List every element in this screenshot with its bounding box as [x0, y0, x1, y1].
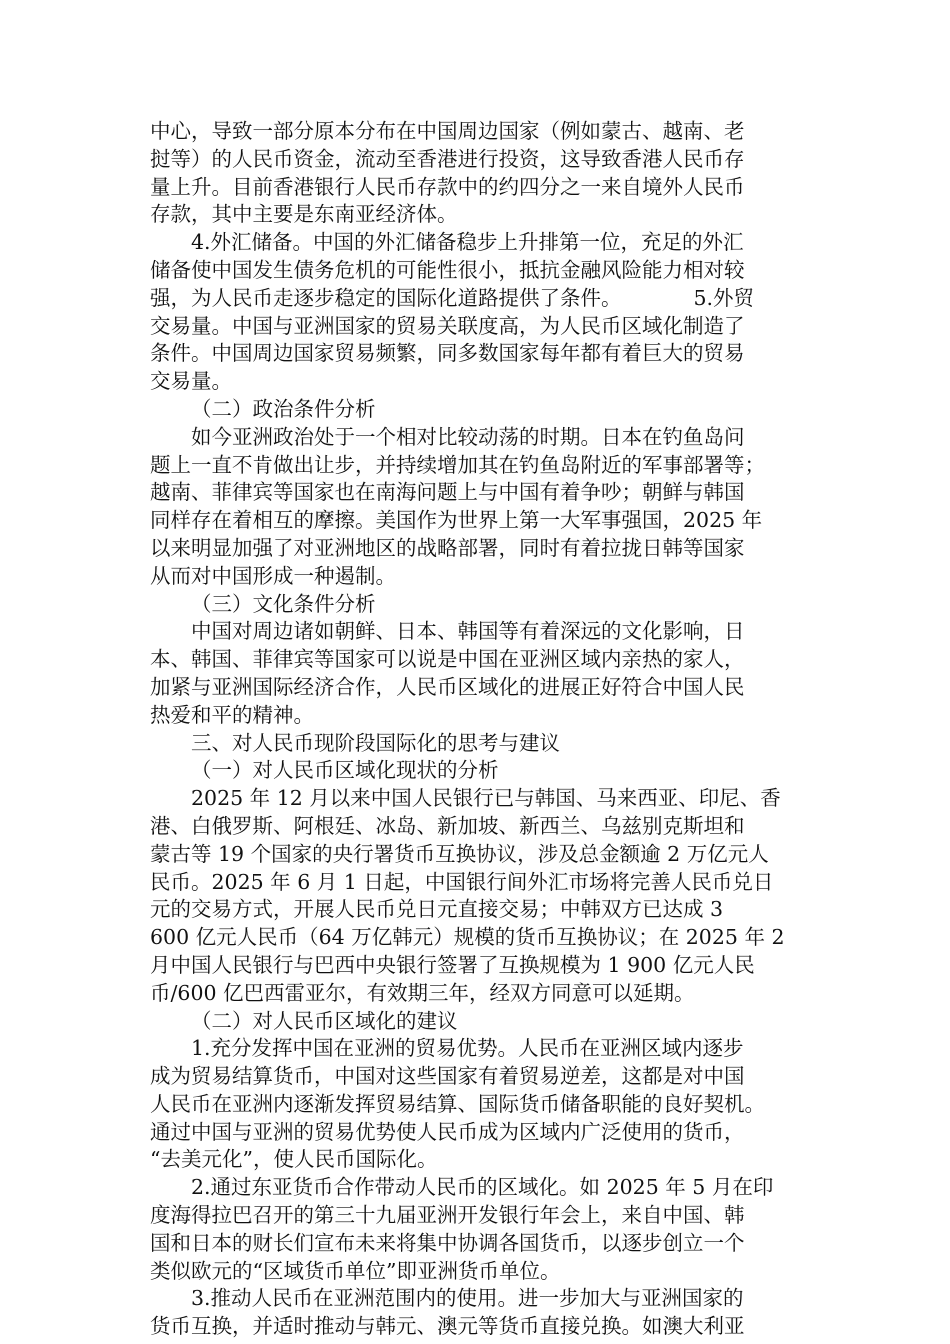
text-line: 通过中国与亚洲的贸易优势使人民币成为区域内广泛使用的货币， — [150, 1119, 745, 1144]
section-heading: 三、对人民币现阶段国际化的思考与建议 — [191, 730, 560, 755]
text-line: 3.推动人民币在亚洲范围内的使用。进一步加大与亚洲国家的 — [191, 1286, 744, 1311]
text-line: 热爱和平的精神。 — [150, 702, 314, 727]
text-line: 人民币在亚洲内逐渐发挥贸易结算、国际货币储备职能的良好契机。 — [150, 1091, 765, 1116]
text-span: 强，为人民币走逐步稳定的国际化道路提供了条件。 — [150, 285, 622, 310]
text-line: 中心，导致一部分原本分布在中国周边国家（例如蒙古、越南、老 — [150, 119, 745, 143]
text-line: 月中国人民银行与巴西中央银行签署了互换规模为 1 900 亿元人民 — [150, 952, 755, 977]
section-heading: （一）对人民币区域化现状的分析 — [191, 758, 499, 783]
text-line: 600 亿元人民币（64 万亿韩元）规模的货币互换协议；在 2025 年 2 — [150, 925, 785, 950]
text-line: 条件。中国周边国家贸易频繁，同多数国家每年都有着巨大的贸易 — [150, 341, 745, 366]
text-line: 度海得拉巴召开的第三十九届亚洲开发银行年会上，来自中国、韩 — [150, 1203, 745, 1228]
text-line: 2.通过东亚货币合作带动人民币的区域化。如 2025 年 5 月在印 — [191, 1175, 774, 1200]
text-line: 从而对中国形成一种遏制。 — [150, 563, 396, 588]
text-line: 成为贸易结算货币，中国对这些国家有着贸易逆差，这都是对中国 — [150, 1064, 745, 1089]
text-span: 5.外贸 — [693, 285, 755, 310]
text-line: 挝等）的人民币资金，流动至香港进行投资，这导致香港人民币存 — [150, 146, 745, 171]
text-line: 交易量。 — [150, 369, 232, 394]
text-line: 币/600 亿巴西雷亚尔，有效期三年，经双方同意可以延期。 — [150, 980, 695, 1005]
text-line: 港、白俄罗斯、阿根廷、冰岛、新加坡、新西兰、乌兹别克斯坦和 — [150, 813, 745, 838]
text-line: 国和日本的财长们宣布未来将集中协调各国货币，以逐步创立一个 — [150, 1230, 745, 1255]
text-line: 交易量。中国与亚洲国家的贸易关联度高，为人民币区域化制造了 — [150, 313, 745, 338]
text-line: 货币互换，并适时推动与韩元、澳元等货币直接兑换。如澳大利亚 — [150, 1314, 745, 1339]
text-line: 越南、菲律宾等国家也在南海问题上与中国有着争吵；朝鲜与韩国 — [150, 480, 745, 505]
text-line: 题上一直不肯做出让步，并持续增加其在钓鱼岛附近的军事部署等； — [150, 452, 765, 477]
text-line: 中国对周边诸如朝鲜、日本、韩国等有着深远的文化影响，日 — [191, 619, 745, 644]
text-line: 2025 年 12 月以来中国人民银行已与韩国、马来西亚、印尼、香 — [191, 786, 781, 811]
section-heading: （二）政治条件分析 — [191, 396, 376, 421]
section-heading: （二）对人民币区域化的建议 — [191, 1008, 458, 1033]
text-line: 民币。2025 年 6 月 1 日起，中国银行间外汇市场将完善人民币兑日 — [150, 869, 774, 894]
text-line: 4.外汇储备。中国的外汇储备稳步上升排第一位，充足的外汇 — [191, 230, 744, 255]
body-text — [150, 118, 810, 1341]
text-line: 蒙古等 19 个国家的央行署货币互换协议，涉及总金额逾 2 万亿元人 — [150, 841, 769, 866]
text-line: 本、韩国、菲律宾等国家可以说是中国在亚洲区域内亲热的家人， — [150, 647, 745, 672]
text-line: 量上升。目前香港银行人民币存款中的约四分之一来自境外人民币 — [150, 174, 745, 199]
text-line: 元的交易方式，开展人民币兑日元直接交易；中韩双方已达成 3 — [150, 897, 724, 922]
text-line: 1.充分发挥中国在亚洲的贸易优势。人民币在亚洲区域内逐步 — [191, 1036, 744, 1061]
text-line: 储备使中国发生债务危机的可能性很小，抵抗金融风险能力相对较 — [150, 257, 745, 282]
text-line: 同样存在着相互的摩擦。美国作为世界上第一大军事强国，2025 年 — [150, 508, 763, 533]
text-line: 类似欧元的“区域货币单位”即亚洲货币单位。 — [150, 1258, 561, 1283]
text-line — [150, 285, 810, 313]
section-heading: （三）文化条件分析 — [191, 591, 376, 616]
text-line: 加紧与亚洲国际经济合作，人民币区域化的进展正好符合中国人民 — [150, 674, 745, 699]
text-line: 如今亚洲政治处于一个相对比较动荡的时期。日本在钓鱼岛问 — [191, 424, 745, 449]
text-line: 以来明显加强了对亚洲地区的战略部署，同时有着拉拢日韩等国家 — [150, 535, 745, 560]
text-line: 存款，其中主要是东南亚经济体。 — [150, 202, 458, 227]
text-line: “去美元化”，使人民币国际化。 — [150, 1147, 438, 1172]
